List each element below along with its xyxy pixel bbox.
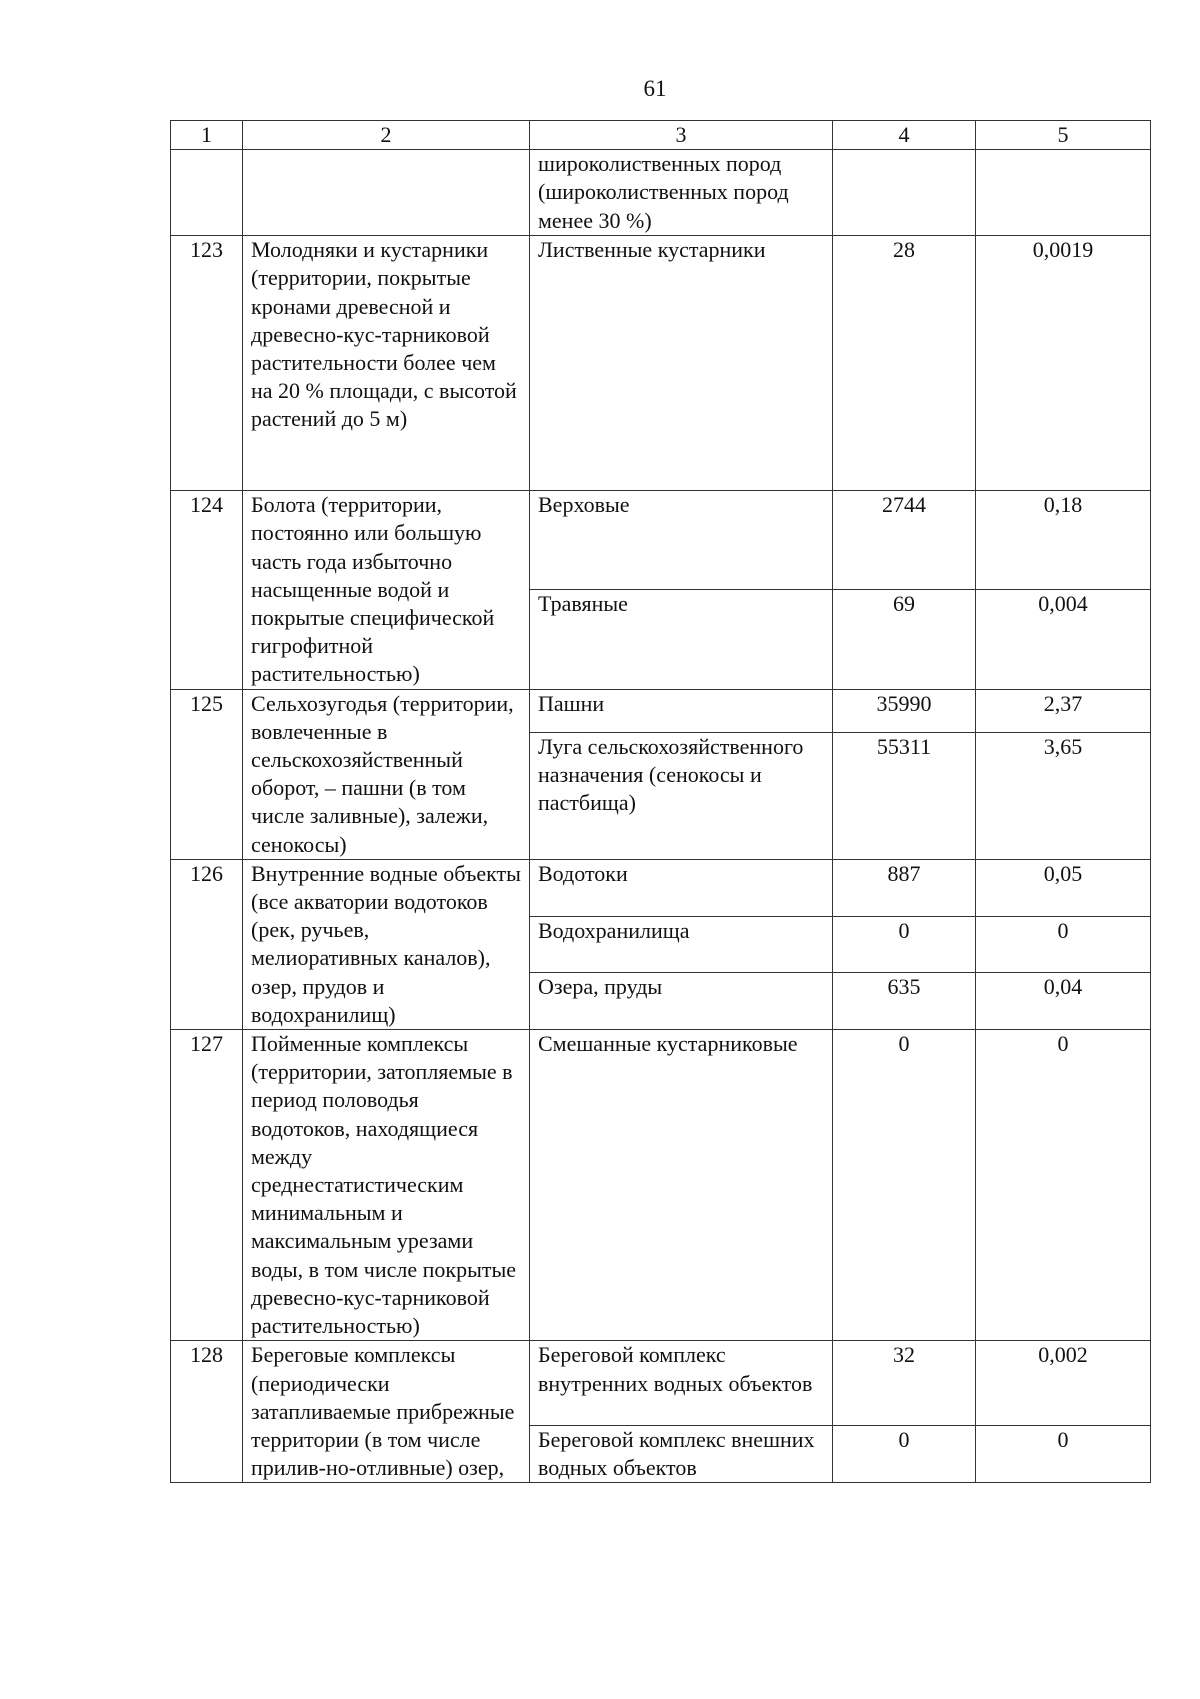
row-name: Болота (территории, постоянно или большую часть года избыточно насыщенные водой и покрытые специфической гигрофитной растительностью) bbox=[243, 491, 530, 689]
header-row bbox=[171, 121, 1151, 150]
row-type: Озера, пруды bbox=[530, 973, 833, 1030]
row-name: Пойменные комплексы (территории, затопляемые в период половодья водотоков, находящиеся между среднестатистическим минимальным и максимальным урезами воды, в том числе покрытые древесно-кус-тарниковой растительностью) bbox=[243, 1030, 530, 1341]
row-share: 3,65 bbox=[976, 732, 1151, 859]
column-header-4: 4 bbox=[833, 121, 976, 150]
row-type: Лиственные кустарники bbox=[530, 236, 833, 491]
row-type: Береговой комплекс внешних водных объектов bbox=[530, 1425, 833, 1482]
table-row bbox=[171, 859, 1151, 916]
row-type: Береговой комплекс внутренних водных объектов bbox=[530, 1341, 833, 1426]
row-area: 0 bbox=[833, 1030, 976, 1341]
row-number: 128 bbox=[171, 1341, 243, 1483]
row-number bbox=[171, 150, 243, 236]
row-area: 0 bbox=[833, 916, 976, 973]
column-header-3: 3 bbox=[530, 121, 833, 150]
row-number: 125 bbox=[171, 689, 243, 859]
table-row bbox=[171, 236, 1151, 491]
row-share: 0,0019 bbox=[976, 236, 1151, 491]
row-area: 635 bbox=[833, 973, 976, 1030]
row-type: широколиственных пород (широколиственных пород менее 30 %) bbox=[530, 150, 833, 236]
row-name: Береговые комплексы (периодически затапливаемые прибрежные территории (в том числе прилив-но-отливные) озер, bbox=[243, 1341, 530, 1483]
row-area: 32 bbox=[833, 1341, 976, 1426]
row-area: 55311 bbox=[833, 732, 976, 859]
row-share: 0,05 bbox=[976, 859, 1151, 916]
table-row bbox=[171, 1030, 1151, 1341]
row-area: 35990 bbox=[833, 689, 976, 732]
row-share: 0,002 bbox=[976, 1341, 1151, 1426]
row-name bbox=[243, 150, 530, 236]
row-type: Водотоки bbox=[530, 859, 833, 916]
row-area: 28 bbox=[833, 236, 976, 491]
column-header-5: 5 bbox=[976, 121, 1151, 150]
table-row bbox=[171, 1341, 1151, 1426]
row-name: Внутренние водные объекты (все акватории водотоков (рек, ручьев, мелиоративных каналов), озер, прудов и водохранилищ) bbox=[243, 859, 530, 1029]
row-area bbox=[833, 150, 976, 236]
row-name: Молодняки и кустарники (территории, покрытые кронами древесной и древесно-кус-тарниковой растительности более чем на 20 % площади, с высотой растений до 5 м) bbox=[243, 236, 530, 491]
row-share: 0,004 bbox=[976, 590, 1151, 689]
table-header bbox=[171, 121, 1151, 150]
row-area: 887 bbox=[833, 859, 976, 916]
table-body bbox=[171, 150, 1151, 1483]
row-share bbox=[976, 150, 1151, 236]
row-share: 0,18 bbox=[976, 491, 1151, 590]
row-type: Пашни bbox=[530, 689, 833, 732]
page-number: 61 bbox=[643, 76, 667, 101]
row-number: 124 bbox=[171, 491, 243, 689]
row-area: 0 bbox=[833, 1425, 976, 1482]
row-type: Смешанные кустарниковые bbox=[530, 1030, 833, 1341]
row-share: 2,37 bbox=[976, 689, 1151, 732]
row-type: Травяные bbox=[530, 590, 833, 689]
row-share: 0 bbox=[976, 1425, 1151, 1482]
row-share: 0 bbox=[976, 916, 1151, 973]
row-type: Верховые bbox=[530, 491, 833, 590]
row-number: 127 bbox=[171, 1030, 243, 1341]
row-area: 69 bbox=[833, 590, 976, 689]
table-row bbox=[171, 150, 1151, 236]
row-type: Луга сельскохозяйственного назначения (сенокосы и пастбища) bbox=[530, 732, 833, 859]
row-name: Сельхозугодья (территории, вовлеченные в сельскохозяйственный оборот, – пашни (в том числе заливные), залежи, сенокосы) bbox=[243, 689, 530, 859]
row-share: 0,04 bbox=[976, 973, 1151, 1030]
row-share: 0 bbox=[976, 1030, 1151, 1341]
row-type: Водохранилища bbox=[530, 916, 833, 973]
table-row bbox=[171, 491, 1151, 590]
row-number: 126 bbox=[171, 859, 243, 1029]
column-header-1: 1 bbox=[171, 121, 243, 150]
table-row bbox=[171, 689, 1151, 732]
row-number: 123 bbox=[171, 236, 243, 491]
row-area: 2744 bbox=[833, 491, 976, 590]
data-table bbox=[170, 120, 1151, 1483]
column-header-2: 2 bbox=[243, 121, 530, 150]
